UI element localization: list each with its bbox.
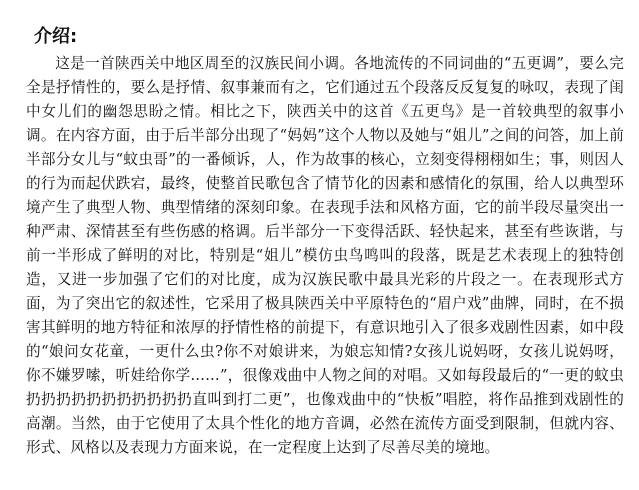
- introduction-paragraph: 这是一首陕西关中地区周至的汉族民间小调。各地流传的不同词曲的“五更调”，要么完全是抒情性的，要么是抒情、叙事兼而有之，它们通过五个段落反反复复的咏叹，表现了闺中女儿们的幽怨思盼之情。相比之下，陕西关中的这首《五更鸟》是一首较典型的叙事小调。在内容方面，由于后半部分出现了“妈妈”这个人物以及她与“姐儿”之间的问答，加上前半部分女儿与“蚊虫哥”的一番倾诉，人，作为故事的核心，立刻变得栩栩如生；事，则因人的行为而起伏跌宕，最终，使整首民歌包含了情节化的因素和感情化的氛围，给人以典型环境产生了典型人物、典型情绪的深刻印象。在表现手法和风格方面，它的前半段尽量突出一种严肃、深情甚至有些伤感的格调。后半部分一下变得活跃、轻快起来，甚至有些诙谐，与前一半形成了鲜明的对比，特别是“姐儿”模仿虫鸟鸣叫的段落，既是艺术表现上的独特创造，又进一步加强了它们的对比度，成为汉族民歌中最具光彩的片段之一。在表现形式方面，为了突出它的叙述性，它采用了极具陕西关中平原特色的“眉户戏”曲牌，同时，在不损害其鲜明的地方特征和浓厚的抒情性格的前提下，有意识地引入了很多戏剧性因素，如中段的“娘问女花童，一更什么虫?你不对娘讲来，为娘忘知情?女孩儿说妈呀，女孩儿说妈呀，你不嫌罗嗦，听娃给你学……”，很像戏曲中人物之间的对唱。又如每段最后的“一更的蚊虫扔扔扔扔扔扔扔扔扔扔扔直叫到打二更”，也像戏曲中的“快板”唱腔，将作品推到戏剧性的高潮。当然，由于它使用了太具个性化的地方音调，必然在流传方面受到限制，但就内容、形式、风格以及表现力方面来说，在一定程度上达到了尽善尽美的境地。: [26, 55, 624, 456]
- section-heading: 介绍:: [34, 26, 78, 47]
- document-body: [26, 24, 624, 460]
